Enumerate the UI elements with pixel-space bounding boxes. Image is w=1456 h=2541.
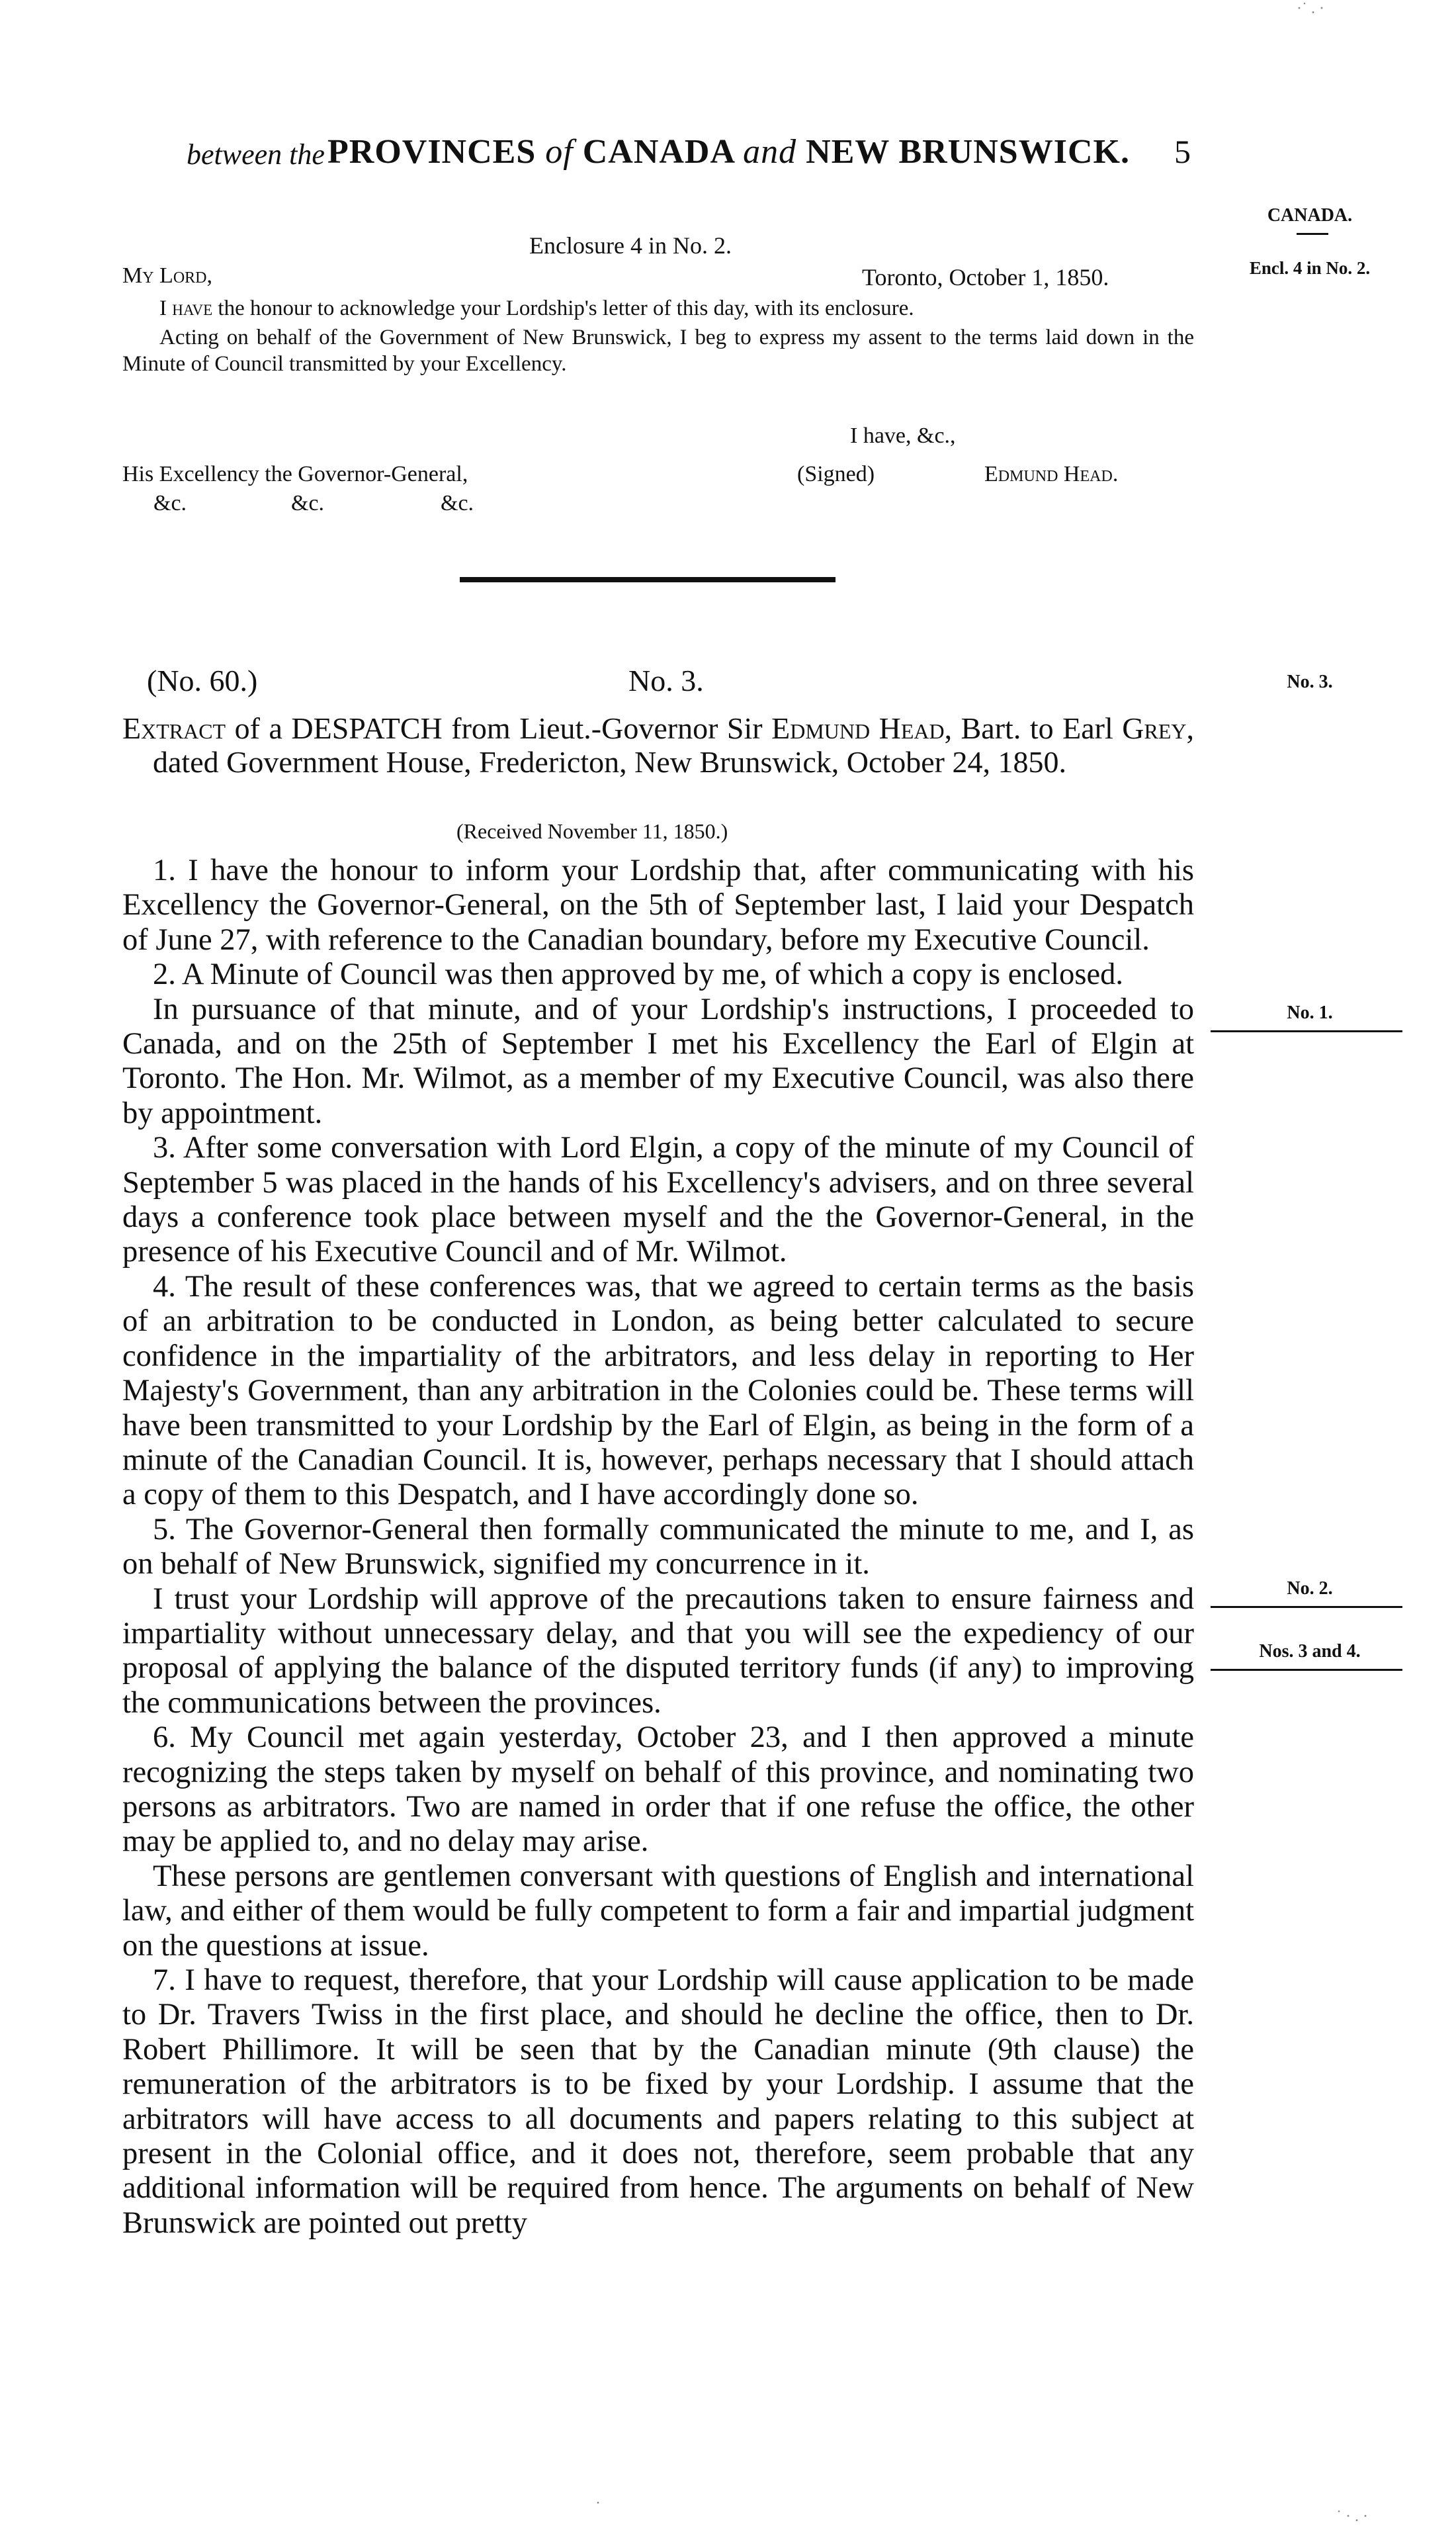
despatch-paragraph: 4. The result of these conferences was, that we agreed to certain terms as the basis of an arbitration to be conducted in London, as being better calculated to secure confidence in the impartiality of the arbitrators, and less delay in reporting to Her Majesty's Government, than any arbitration in the Colonies could be. These terms will have been transmitted to your Lordship by the Earl of Elgin, as being in the form of a minute of the Canadian Council. It is, however, perhaps necessary that I should attach a copy of them to this Despatch, and I have accordingly done so. [122,1269,1194,1512]
section-separator [460,577,835,582]
despatch-title-6: , dated Government House, Fredericton, New Brunswick, October 24, 1850. [153,711,1194,779]
despatch-paragraph: 2. A Minute of Council was then approved by me, of which a copy is enclosed. [153,958,1124,992]
despatch-paragraph: 5. The Governor-General then formally communicated the minute to me, and I, as on behalf of New Brunswick, signified my concurrence in it. [122,1512,1194,1582]
despatch-paragraph: I trust your Lordship will approve of the precautions taken to ensure fairness and impartiality without unnecessary delay, and that you will see the expediency of our proposal of applying the balance of the disputed territory funds (if any) to improving the communications between the provinces. [122,1582,1194,1720]
enclosure-paragraph-2: Acting on behalf of the Government of New Brunswick, I beg to express my assent to the terms laid down in the Minute of Council transmitted by your Excellency. [122,326,1194,376]
header-and: and [743,133,797,171]
header-of: of [545,133,574,171]
scan-speck: · [595,2495,601,2512]
despatch-title [122,711,1194,779]
enclosure-signer: Edmund Head. [984,462,1119,486]
page-number: 5 [1174,133,1191,170]
enclosure-p1-lead: I have [159,296,213,320]
margin-encl: Encl. 4 in No. 2. [1249,258,1371,278]
despatch-extract-word: Extract [122,711,226,745]
scan-speck: ·˙ . · [1297,0,1324,17]
despatch-body [122,854,1194,2241]
margin-no2: No. 2. [1287,1578,1333,1599]
despatch-paragraph: 7. I have to request, therefore, that your Lordship will cause application to be made to Dr. Travers Twiss in the first place, and should he decline the office, then to Dr. Robert Phillimore. It will be seen that by the Canadian minute (9th clause) the remuneration of the arbitrators is to be fixed by your Lordship. I assume that the arbitrators will have access to all documents and papers relating to this subject at present in the Colonial office, and it does not, therefore, seem probable that any additional information will be required from hence. The arguments on behalf of New Brunswick are pointed out pretty [122,1963,1194,2240]
enclosure-addressee: His Excellency the Governor-General, [122,462,468,486]
despatch-paragraph: These persons are gentlemen conversant with questions of English and international law, and either of them would be fully competent to form a fair and impartial judgment on the questions at issue. [122,1859,1194,1963]
despatch-paragraph: 1. I have the honour to inform your Lordship that, after communicating with his Excellency the Governor-General, on the 5th of September last, I laid your Despatch of June 27, with reference to the Canadian boundary, before my Executive Council. [122,854,1194,957]
header-between: between the [187,138,325,171]
margin-nos34-rule [1211,1669,1402,1671]
margin-canada-rule [1297,233,1328,235]
despatch-title-1: of a [234,711,282,745]
despatch-paragraph: In pursuance of that minute, and of your Lordship's instructions, I proceeded to Canada, and on the 25th of September I met his Excellency the Earl of Elgin at Toronto. The Hon. Mr. Wilmot, as a member of my Executive Council, was also there by appointment. [122,992,1194,1130]
enclosure-etc-3: &c. [441,491,474,515]
enclosure-salutation: My Lord, [122,263,213,288]
header-title-canada: CANADA [582,133,734,171]
despatch-title-5: Grey [1122,711,1187,745]
margin-no2-rule [1211,1606,1402,1608]
enclosure-p1-text: the honour to acknowledge your Lordship's letter of this day, with its enclosure. [218,296,914,320]
despatch-received: (Received November 11, 1850.) [456,819,728,843]
enclosure-etc-1: &c. [153,491,187,515]
enclosure-signed: (Signed) [797,462,875,486]
despatch-title-2: DESPATCH from Lieut.-Governor Sir [291,711,763,745]
despatch-title-3: Edmund Head [771,711,945,745]
enclosure-place-date: Toronto, October 1, 1850. [862,264,1109,290]
enclosure-paragraph-1 [122,295,1194,322]
margin-no1: No. 1. [1287,1003,1333,1023]
header-title [327,132,1130,171]
margin-canada: CANADA. [1267,205,1353,226]
enclosure-etc-2: &c. [291,491,325,515]
despatch-paragraph: 6. My Council met again yesterday, October 23, and I then approved a minute recognizing the steps taken by myself on behalf of this province, and nominating two persons as arbitrators. Two are named in order that if one refuse the office, the other may be applied to, and no delay may arise. [122,1720,1194,1859]
margin-no3: No. 3. [1287,672,1333,692]
header-title-provinces: PROVINCES [327,133,536,171]
despatch-paragraph: 3. After some conversation with Lord Elgin, a copy of the minute of my Council of September 5 was placed in the hands of his Excellency's advisers, and on three several days a conference took place between myself and the the Governor-General, in the presence of his Executive Council and of Mr. Wilmot. [122,1131,1194,1269]
enclosure-heading: Enclosure 4 in No. 2. [529,232,732,259]
scan-speck: ˙ · . · [1336,2508,1368,2525]
margin-nos34: Nos. 3 and 4. [1259,1641,1361,1662]
header-title-new-brunswick: NEW BRUNSWICK. [806,133,1130,171]
despatch-title-4: , Bart. to Earl [944,711,1113,745]
margin-no1-rule [1211,1030,1402,1032]
enclosure-closing: I have, &c., [850,424,956,448]
enclosure-body [122,295,1194,377]
despatch-ref: (No. 60.) [147,664,258,697]
despatch-number: No. 3. [628,664,704,697]
